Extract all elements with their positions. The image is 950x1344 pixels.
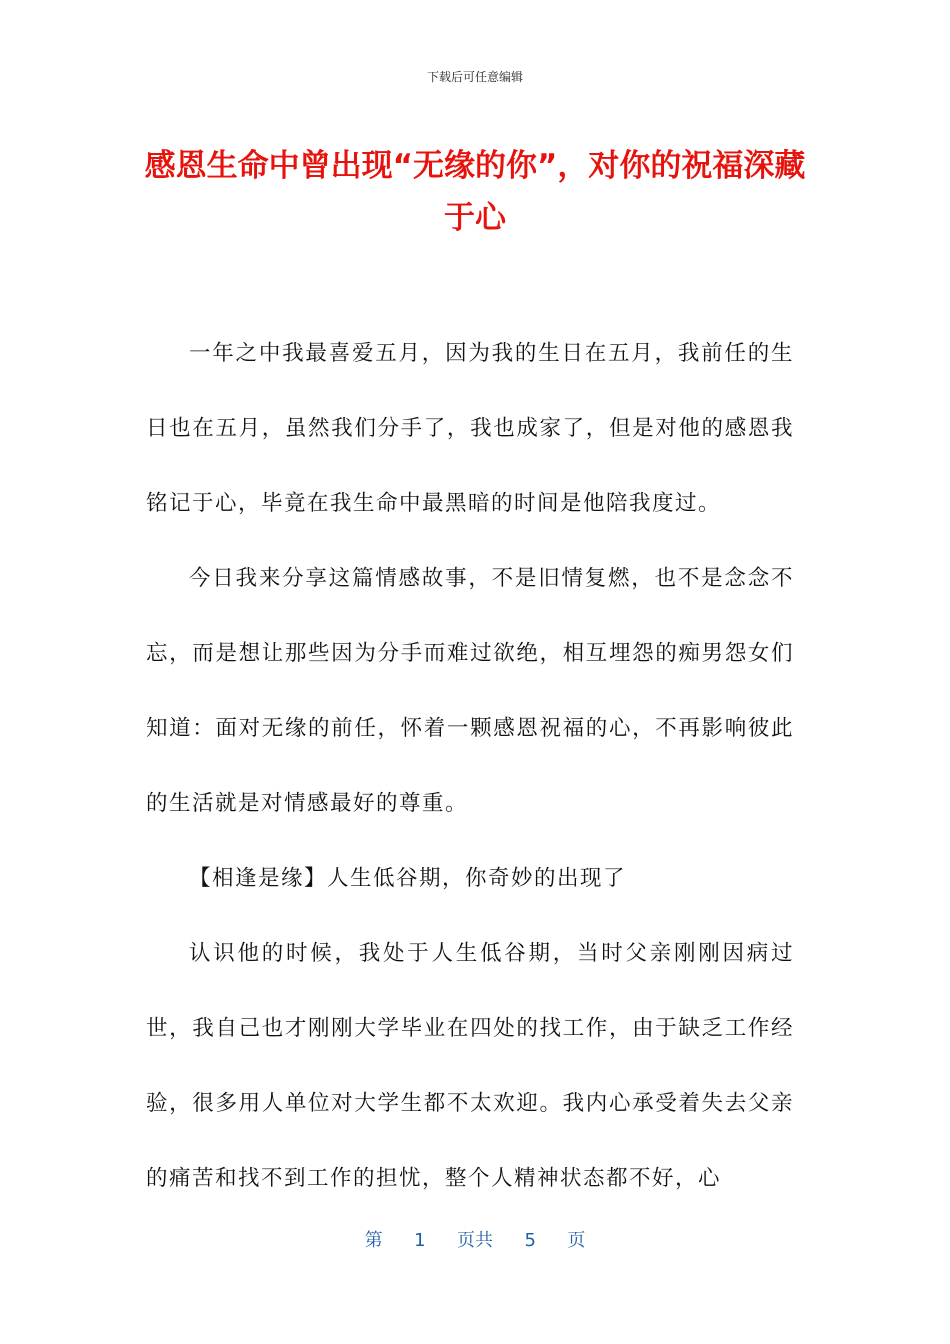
section-heading: 【相逢是缘】人生低谷期，你奇妙的出现了	[189, 866, 627, 891]
footer-middle: 页共	[457, 1230, 493, 1251]
footer-suffix: 页	[567, 1230, 586, 1251]
paragraph: 今日我来分享这篇情感故事，不是旧情复燃，也不是念念不忘，而是想让那些因为分手而难过欲绝，相互埋怨的痴男怨女们知道：面对无缘的前任，怀着一颗感恩祝福的心，不再影响彼此的生活就是对情感最好的尊重。	[146, 566, 794, 816]
body-text	[146, 316, 794, 1216]
footer-prefix: 第	[364, 1230, 383, 1251]
footer-page-number: 1	[414, 1230, 426, 1251]
page-footer	[0, 1226, 950, 1252]
footer-total-pages: 5	[524, 1230, 536, 1251]
header-note: 下载后可任意编辑	[426, 70, 523, 84]
paragraph: 认识他的时候，我处于人生低谷期，当时父亲刚刚因病过世，我自己也才刚刚大学毕业在四处的找工作，由于缺乏工作经验，很多用人单位对大学生都不太欢迎。我内心承受着失去父亲的痛苦和找不到工作的担忧，整个人精神状态都不好，心	[146, 941, 794, 1191]
paragraph: 一年之中我最喜爱五月，因为我的生日在五月，我前任的生日也在五月，虽然我们分手了，我也成家了，但是对他的感恩我铭记于心，毕竟在我生命中最黑暗的时间是他陪我度过。	[146, 341, 794, 516]
document-title: 感恩生命中曾出现“无缘的你”，对你的祝福深藏于心	[144, 148, 806, 236]
